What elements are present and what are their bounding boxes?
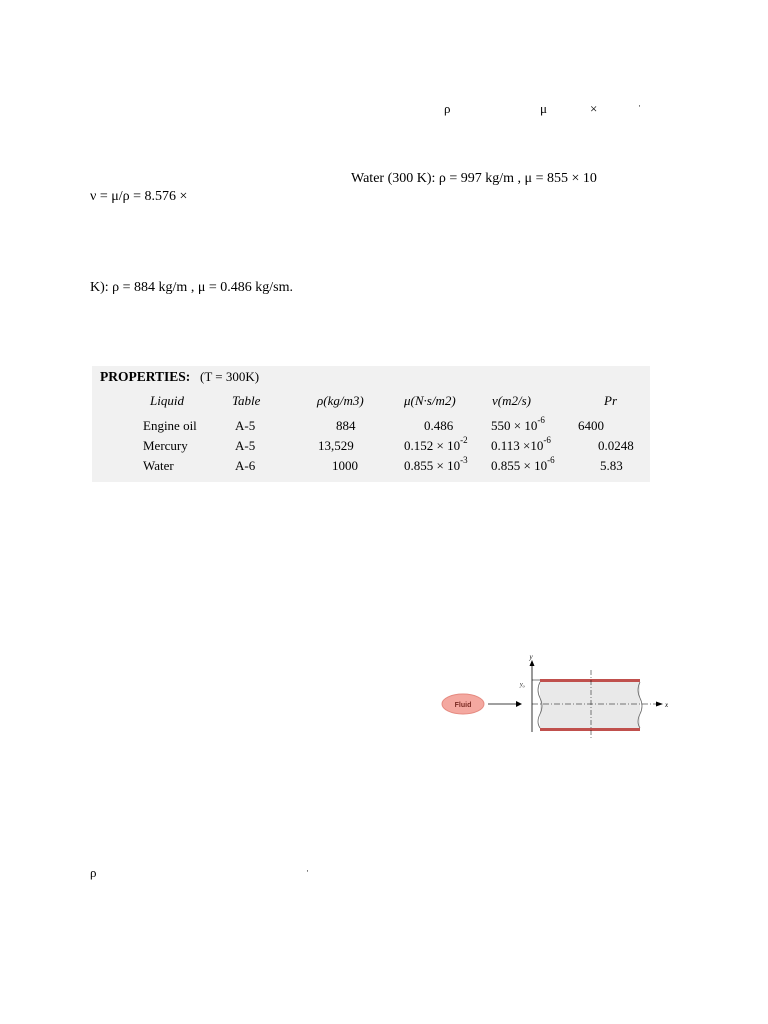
top-wall	[540, 679, 640, 682]
fluid-label: Fluid	[454, 702, 472, 709]
row-water-nu: $0.855 \times 10^{-6}$	[491, 455, 555, 473]
row-engine-oil-density: 884	[336, 418, 356, 433]
row-mercury-mu: $0.152 \times 10^{-2}$	[404, 435, 468, 453]
dot-top: ·	[638, 101, 641, 111]
row-mercury-pr: 0.0248	[598, 438, 634, 453]
row-engine-oil-table: A-5	[235, 418, 256, 433]
row-mercury-density: 13,529	[318, 438, 354, 453]
row-mercury-nu: $0.113 \times 10^{-6}$	[491, 435, 551, 453]
row-engine-oil-nu: $550 \times 10^{-6}$	[491, 415, 545, 433]
row-water-mu: $0.855 \times 10^{-3}$	[404, 455, 468, 473]
flow-arrowhead	[516, 701, 522, 707]
yo-label: $y_o$	[520, 682, 525, 689]
header-prandtl: Pr	[604, 393, 617, 408]
header-dynamic-viscosity: μ(N·s/m2)	[404, 393, 456, 408]
row-engine-oil-pr: 6400	[578, 418, 604, 433]
header-density: ρ(kg/m3)	[317, 393, 364, 408]
row-mercury-table: A-5	[235, 438, 256, 453]
row-mercury-liquid: Mercury	[143, 438, 188, 453]
row-water-liquid: Water	[143, 458, 174, 473]
mu-symbol-top: μ	[540, 101, 547, 116]
channel-body	[540, 682, 640, 728]
bottom-wall	[540, 728, 640, 731]
header-liquid: Liquid	[150, 393, 184, 408]
water-properties-line: Water (300 K): ρ = 997 kg/m , μ = 855 × 10	[351, 171, 597, 186]
x-axis-label: x	[665, 701, 669, 709]
row-water-pr: 5.83	[600, 458, 623, 473]
oil-properties-line: K): ρ = 884 kg/m , μ = 0.486 kg/sm.	[90, 280, 293, 295]
row-engine-oil-mu: 0.486	[424, 418, 454, 433]
x-axis-arrowhead	[656, 702, 663, 707]
y-axis-label: y	[529, 653, 533, 661]
rho-symbol-top: ρ	[444, 101, 451, 116]
row-water-density: 1000	[332, 458, 358, 473]
properties-table	[92, 366, 650, 482]
times-symbol-top: ×	[590, 101, 598, 116]
row-water-table: A-6	[235, 458, 256, 473]
table-condition: (T = 300K)	[200, 369, 260, 384]
header-table: Table	[232, 393, 261, 408]
table-title: PROPERTIES:	[100, 369, 191, 384]
header-kinematic-viscosity: ν(m2/s)	[492, 393, 531, 408]
row-engine-oil-liquid: Engine oil	[143, 418, 197, 433]
kinematic-viscosity-line: ν = μ/ρ = 8.576 ×	[90, 189, 188, 204]
dot-bottom: ·	[306, 866, 309, 876]
channel-flow-diagram	[436, 652, 676, 742]
rho-symbol-bottom: ρ	[90, 865, 97, 880]
